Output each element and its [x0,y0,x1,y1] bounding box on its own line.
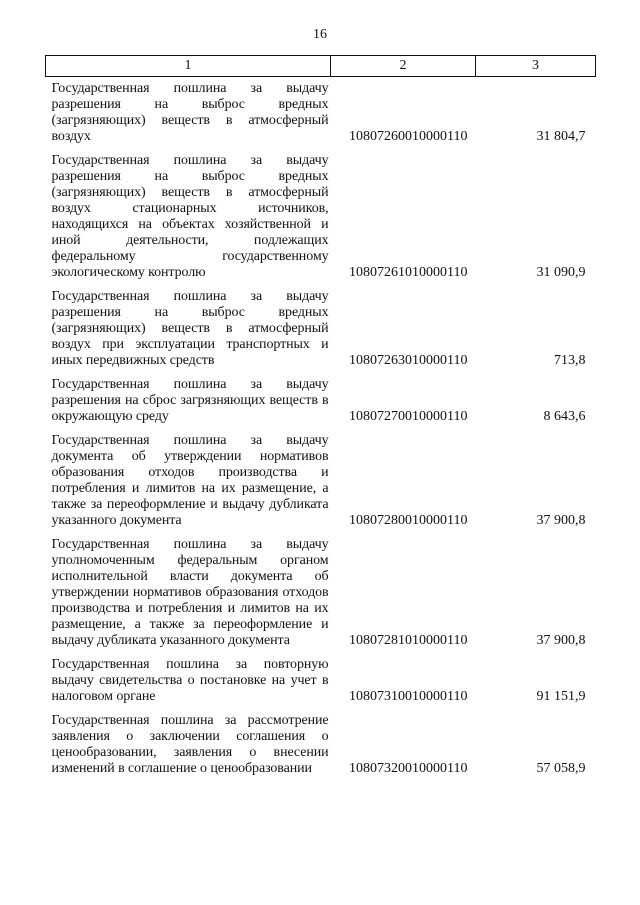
table-row [46,533,596,653]
page-number: 16 [313,27,327,42]
table-header-row [46,56,596,77]
row-amount: 91 151,9 [536,689,586,704]
row-description: Государственная пошлина за выдачу разрешения на выброс вредных (загрязняющих) веществ в атмосферный воздух при эксплуатации транспортных и иных передвижных средств [51,289,329,368]
row-description: Государственная пошлина за выдачу разрешения на выброс вредных (загрязняющих) веществ в атмосферный воздух стационарных источников, находящихся на объектах хозяйственной и иной деятельности, подлежащих федеральному государственному экологическому контролю [51,153,329,280]
row-code: 10807260010000110 [349,129,468,144]
row-description: Государственная пошлина за выдачу разрешения на сброс загрязняющих веществ в окружающую среду [51,377,329,424]
row-code: 10807270010000110 [349,409,468,424]
table-row [46,285,596,373]
row-code: 10807263010000110 [349,353,468,368]
row-description: Государственная пошлина за выдачу документа об утверждении нормативов образования отходов производства и потребления и лимитов на их размещение, а также за переоформление и выдачу дубликата указанного документа [51,433,329,528]
row-amount: 37 900,8 [536,513,586,528]
column-header-1: 1 [46,56,331,77]
table-row [46,77,596,150]
column-header-2: 2 [331,56,476,77]
row-code: 10807320010000110 [349,761,468,776]
row-amount: 713,8 [554,353,586,368]
table-row [46,429,596,533]
column-header-3: 3 [476,56,596,77]
row-description: Государственная пошлина за рассмотрение заявления о заключении соглашения о ценообразовании, заявления о внесении изменений в соглашение о ценообразовании [51,713,329,776]
row-description: Государственная пошлина за выдачу уполномоченным федеральным органом исполнительной власти документа об утверждении нормативов образования отходов производства и потребления и лимитов на их размещение, а также за переоформление и выдачу дубликата указанного документа [51,537,329,648]
row-code: 10807280010000110 [349,513,468,528]
row-amount: 57 058,9 [536,761,586,776]
table-row [46,709,596,781]
row-description: Государственная пошлина за повторную выдачу свидетельства о постановке на учет в налоговом органе [51,657,329,704]
table-row [46,373,596,429]
table-row [46,149,596,285]
row-amount: 8 643,6 [543,409,586,424]
row-amount: 31 804,7 [536,129,586,144]
table-row [46,653,596,709]
row-description: Государственная пошлина за выдачу разрешения на выброс вредных (загрязняющих) веществ в атмосферный воздух [51,81,329,144]
row-code: 10807310010000110 [349,689,468,704]
budget-revenue-table [45,55,596,781]
row-amount: 37 900,8 [536,633,586,648]
row-code: 10807281010000110 [349,633,468,648]
row-amount: 31 090,9 [536,265,586,280]
row-code: 10807261010000110 [349,265,468,280]
